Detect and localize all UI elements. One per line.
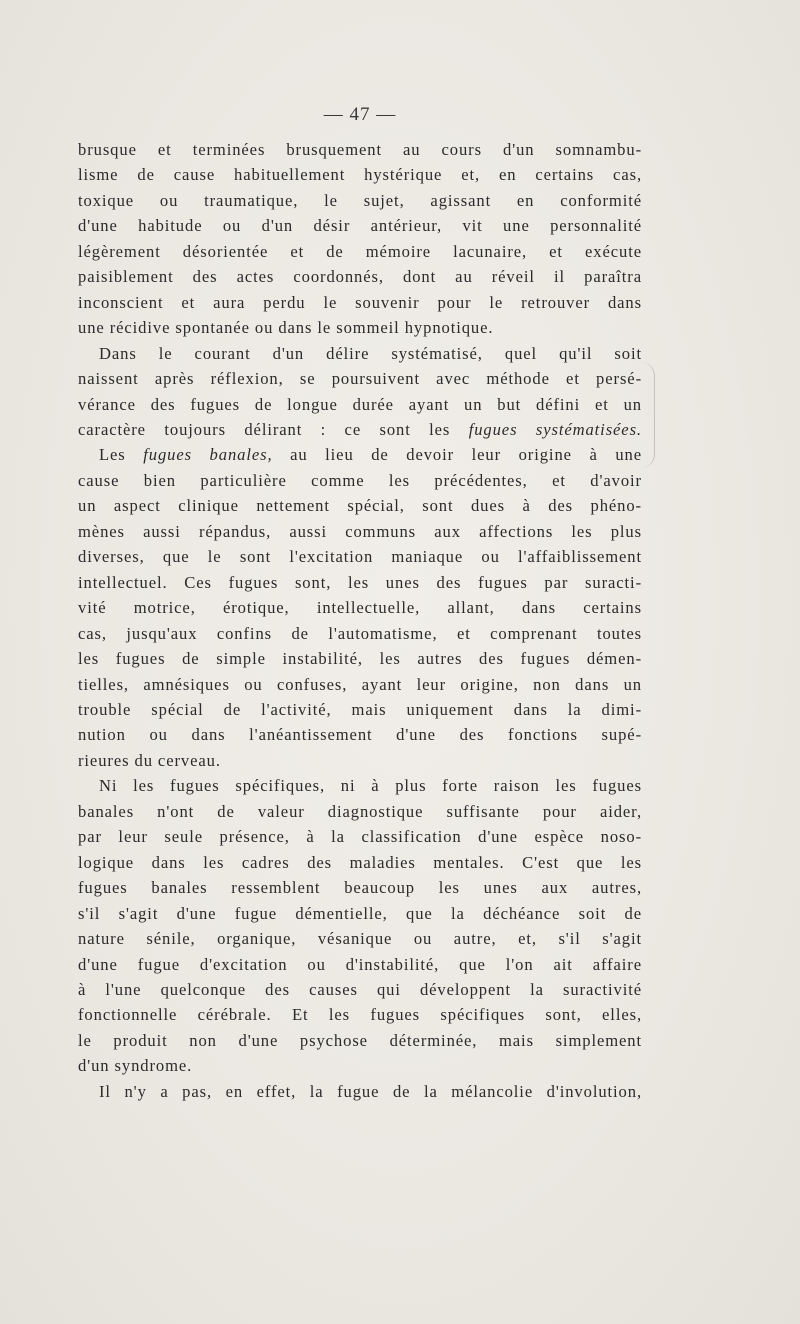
text-line: Dans le courant d'un délire systématisé, quel qu'il soit <box>99 343 642 363</box>
text-line: intellectuel. Ces fugues sont, les unes des fugues par suracti- <box>78 572 642 592</box>
text-line: les fugues de simple instabilité, les autres des fugues démen- <box>78 649 642 669</box>
text-line: cause bien particulière comme les précédentes, et d'avoir <box>78 470 642 490</box>
text-line: banales n'ont de valeur diagnostique suffisante pour aider, <box>78 801 642 821</box>
text-line: brusque et terminées brusquement au cours d'un somnambu- <box>78 140 642 159</box>
text-line: Il n'y a pas, en effet, la fugue de la mélancolie d'involution, <box>99 1081 642 1101</box>
text-body <box>78 137 642 1104</box>
text-line: lisme de cause habituellement hystérique et, en certains cas, <box>78 165 642 185</box>
paragraph-4 <box>78 773 642 1078</box>
text-line: le produit non d'une psychose déterminée, mais simplement <box>78 1030 642 1050</box>
text-line: à l'une quelconque des causes qui développent la suractivité <box>78 979 642 999</box>
text-line: d'une fugue d'excitation ou d'instabilité, que l'on ait affaire <box>78 954 642 974</box>
text-line: légèrement désorientée et de mémoire lacunaire, et exécute <box>78 241 642 261</box>
text-line: nution ou dans l'anéantissement d'une des fonctions supé- <box>78 725 642 745</box>
text-line: naissent après réflexion, se poursuivent avec méthode et persé- <box>78 369 642 389</box>
text-segment: caractère toujours délirant : ce sont les <box>78 419 469 439</box>
text-line: tielles, amnésiques ou confuses, ayant leur origine, non dans un <box>78 674 642 694</box>
text-line: diverses, que le sont l'excitation maniaque ou l'affaiblissement <box>78 547 642 567</box>
text-line: par leur seule présence, à la classification d'une espèce noso- <box>78 827 642 847</box>
text-line: fugues banales ressemblent beaucoup les unes aux autres, <box>78 878 642 898</box>
text-line: logique dans les cadres des maladies mentales. C'est que les <box>78 852 642 872</box>
paragraph-3 <box>78 442 642 773</box>
text-line: un aspect clinique nettement spécial, sont dues à des phéno- <box>78 496 642 516</box>
italic-term: fugues systématisées. <box>468 419 642 439</box>
text-segment: au lieu de devoir leur origine à une <box>272 445 642 465</box>
text-segment: Les <box>99 445 144 465</box>
text-line: d'une habitude ou d'un désir antérieur, vit une personnalité <box>78 216 642 236</box>
text-line: d'un syndrome. <box>78 1056 193 1076</box>
text-line: mènes aussi répandus, aussi communs aux affections les plus <box>78 521 642 541</box>
text-line: s'il s'agit d'une fugue démentielle, que la déchéance soit de <box>78 903 642 923</box>
text-line: Ni les fugues spécifiques, ni à plus forte raison les fugues <box>99 776 642 796</box>
text-line <box>78 442 642 467</box>
text-line <box>78 417 642 442</box>
text-line: nature sénile, organique, vésanique ou autre, et, s'il s'agit <box>78 929 642 949</box>
text-line: une récidive spontanée ou dans le sommeil hypnotique. <box>78 318 494 338</box>
text-line: paisiblement des actes coordonnés, dont au réveil il paraîtra <box>78 267 642 287</box>
text-line: vérance des fugues de longue durée ayant un but défini et un <box>78 394 642 414</box>
paragraph-1 <box>78 137 642 341</box>
page-number: — 47 — <box>323 104 397 125</box>
italic-term: fugues banales, <box>143 445 273 465</box>
text-line: cas, jusqu'aux confins de l'automatisme, et comprenant toutes <box>78 623 642 643</box>
text-line: trouble spécial de l'activité, mais uniquement dans la dimi- <box>78 699 642 719</box>
paragraph-2 <box>78 341 642 443</box>
paragraph-5 <box>78 1079 642 1104</box>
text-line: toxique ou traumatique, le sujet, agissant en conformité <box>78 190 642 210</box>
text-line: vité motrice, érotique, intellectuelle, allant, dans certains <box>78 598 642 618</box>
text-line: rieures du cerveau. <box>78 750 221 770</box>
text-line: fonctionnelle cérébrale. Et les fugues spécifiques sont, elles, <box>78 1005 642 1025</box>
text-line: inconscient et aura perdu le souvenir pour le retrouver dans <box>78 292 642 312</box>
